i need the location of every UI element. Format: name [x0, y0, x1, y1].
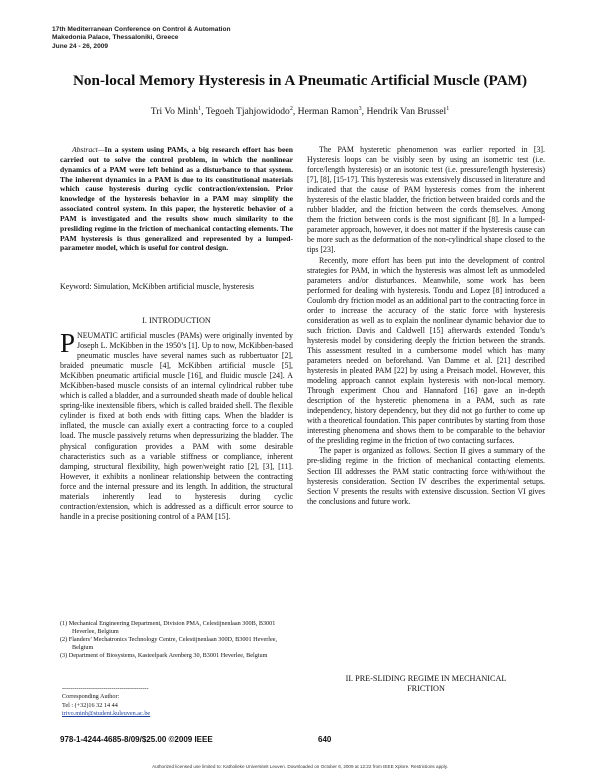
intro-first-word: NEUMATIC [77, 331, 118, 340]
footnote: (3) Department of Biosystems, Kasteelpark Arenberg 30, B3001 Heverlee, Belgium [60, 652, 268, 660]
paragraph: The paper is organized as follows. Section II gives a summary of the pre-sliding regime in the friction of mechanical contacting elements. Section III addresses the PAM static contracting force with/without the hysteresis consideration. Section IV describes the experimental setups. Section V presents the results with extensive discussion. Section VI gives the conclusions and future work. [307, 446, 545, 506]
author-name: Tegoeh Tjahjowidodo [205, 106, 290, 118]
section-heading-line: FRICTION [407, 684, 445, 693]
abstract-text: In a system using PAMs, a big research effort has been carried out to solve the control problem, in which the nonlinear dynamics of a PAM were left behind as a disturbance to that system. The inherent dynamics in a PAM is due to its constitutional materials which cause hysteresis during cyclic contraction/extension. Prior knowledge of the hysteresis behavior in a PAM may simplify the associated control system. In this paper, the hysteretic behavior of a PAM is investigated and the results show much similarity to the presliding regime in the friction of mechanical contacting elements. The PAM hysteresis is thus generalized and represented by a lumped-parameter model, which is useful for control design. [60, 145, 293, 253]
paragraph: The PAM hysteretic phenomenon was earlier reported in [3]. Hysteresis loops can be visibly seen by using an isometric test (i.e. force/length hysteresis) or an isotonic test (i.e. pressure/length hysteresis) [7], [8], [15-17]. This hysteresis was extensively discussed in literature and indicated that the cause of PAM hysteresis comes from the inherent hysteresis of the elastic bladder, the friction between braided cords and the rubber bladder, and the friction between the cords themselves. Among them the friction between cords is the most significant [8]. In a lumped-parameter approach, however, it does not matter if the hysteresis cause can be more such as the deformation of the non-cylindrical shape closed to the tips [23]. [307, 145, 545, 255]
license-notice: Authorized licensed use limited to: Katholieke Universiteit Leuven. Downloaded on October 6, 2009 at 12:22 from IEEE Xplore. Restrictions apply. [152, 764, 448, 769]
introduction-text [60, 328, 293, 522]
keywords-text: Simulation, McKibben artificial muscle, hysteresis [93, 282, 254, 291]
footnote: (1) Mechanical Engineering Department, Division PMA, Celestijnenlaan 300B, B3001 Heverlee, Belgium [60, 620, 276, 636]
abstract: Abstract—In a system using PAMs, a big research effort has been carried out to solve the control problem, in which the nonlinear dynamics of a PAM were left behind as a disturbance to that system. The inherent dynamics in a PAM is due to its constitutional materials which cause hysteresis during cyclic contraction/extension. Prior knowledge of the hysteresis behavior in a PAM may simplify the associated control system. In this paper, the hysteretic behavior of a PAM is investigated and the results show much similarity to the presliding regime in the friction of mechanical contacting elements. The PAM hysteresis is thus generalized and represented by a lumped-parameter model, which is useful for control design. [60, 145, 293, 253]
author-affiliation: 1 [198, 106, 202, 112]
conference-dates: June 24 - 26, 2009 [52, 42, 109, 50]
author-affiliation: 3 [358, 106, 362, 112]
abstract-label: Abstract [72, 145, 98, 154]
isbn-copyright: 978-1-4244-4685-8/09/$25.00 ©2009 IEEE [60, 735, 213, 744]
section-heading-presliding [307, 674, 545, 694]
corresponding-label: Corresponding Author: [62, 693, 120, 701]
author-affiliation: 2 [289, 106, 293, 112]
corresponding-author [62, 685, 150, 718]
drop-cap: P [60, 328, 76, 358]
conference-header [52, 26, 231, 51]
conference-name: 17th Mediterranean Conference on Control & Automation [52, 26, 231, 33]
intro-paragraph: artificial muscles (PAMs) were originally invented by Joseph L. McKibben in the 1950’s [1]. Up to now, McKibben-based pneumatic muscles have several names such as rubbertuator [2], braided pneumatic muscle [4], McKibben artificial muscle [5], McKibben pneumatic artificial muscle [16], and fluidic muscle [24]. A McKibben-based muscle consists of an internal cylindrical rubber tube which is called a bladder, and a surrounded sheath made of double helical spring-like inextensible fibers, which is called braided shell. The flexible cylinder is fixed at both ends with fitting caps. When the bladder is inflated, the muscle can axially exert a contracting force to a coupled load. The muscle passively returns when depressurizing the bladder. The physical configuration provides a PAM with some desirable characteristics such as a variable stiffness or compliance, inherent damping, structural flexibility, high power/weight ratio [2], [3], [11]. However, it exhibits a nonlinear relationship between the contracting force and the internal pressure and its length. In addition, the structural materials inherently lead to hysteresis during cyclic contraction/extension, which is addressed as a difficult error source to handle in a precise positioning control of a PAM [15]. [60, 331, 293, 521]
author-name: Herman Ramon [297, 106, 359, 118]
author-list: Tri Vo Minh$^1$, Tegoeh Tjahjowidodo$^2$, Herman Ramon$^3$, Hendrik Van Brussel$^1$ [150, 106, 450, 118]
conference-venue: Makedonia Palace, Thessaloniki, Greece [52, 34, 179, 42]
right-column-text [307, 145, 545, 507]
keywords [60, 282, 293, 292]
author-name: Hendrik Van Brussel [366, 106, 447, 118]
page-number: 640 [318, 735, 332, 744]
corresponding-tel: Tel : (+32)16 32 14 44 [62, 701, 118, 709]
paragraph: Recently, more effort has been put into the development of control strategies for PAM, in which the hysteresis was almost left as unmodeled parameters and/or disturbances. Meanwhile, some work has been performed for dealing with hysteresis. Tondu and Lopez [8] introduced a Coulomb dry friction model as an additional part to the contracting force in order to increase the accuracy of the static force with hysteresis consideration as well as to explain the nonlinear dynamic behavior due to such friction. Davis and Caldwell [15] afterwards extended Tondu’s hysteresis model by considering deeply the friction between the strands. This assessment resulted in a cumbersome model which has many parameters needed on beforehand. Van Damme et al. [21] described hysteresis in pleated PAM [22] by using a Preisach model. However, this modeling approach cannot explain hysteresis with non-local memory. Through experiment Chou and Hannaford [16] gave an in-depth description of the hysteretic phenomena in a PAM, such as rate independency, history dependency, but they did not go further to come up with a theoretical foundation. This paper contributes by starting from those interesting phenomena and shows them to be comparable to the behavior of the presliding regime in the friction of two contacting surfaces. [307, 255, 545, 446]
footnote: (2) Flanders’ Mechatronics Technology Centre, Celestijnenlaan 300D, B3001 Heverlee, Belgium [60, 636, 278, 652]
divider-dashes: ------------------------------------------ [62, 685, 149, 692]
affiliation-footnotes [60, 620, 293, 660]
corresponding-email-link[interactable]: trivo.minh@student.kuleuven.ac.be [62, 709, 151, 717]
author-affiliation: 1 [446, 106, 450, 112]
section-heading-line: II. PRE-SLIDING REGIME IN MECHANICAL [345, 674, 507, 683]
paper-title: Non-local Memory Hysteresis in A Pneumatic Artificial Muscle (PAM) [72, 72, 528, 89]
section-heading-introduction: I. INTRODUCTION [142, 316, 211, 325]
keywords-label: Keyword: [60, 282, 92, 291]
author-name: Tri Vo Minh [150, 106, 199, 118]
